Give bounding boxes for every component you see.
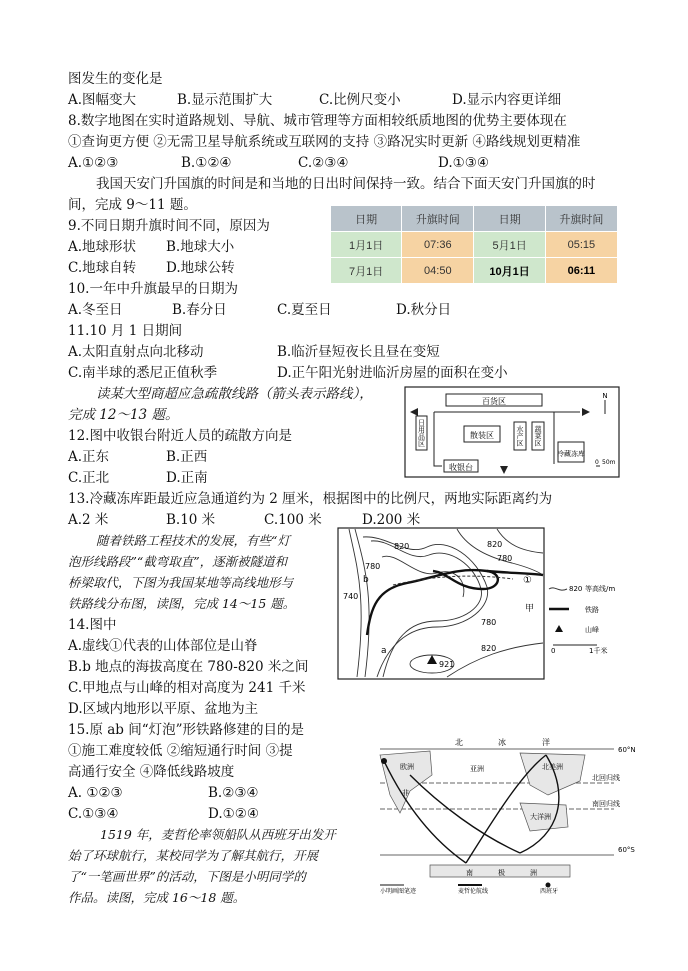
option-d: D.①③④	[438, 155, 489, 171]
table-cell: 1月1日	[331, 232, 402, 258]
question-13: 13.冷藏冻库距最近应急通道约为 2 厘米，根据图中的比例尺，两地实际距离约为	[68, 491, 553, 507]
intro-16-18-cont: 了“一笔画世界”的活动，下图是小明同学的	[68, 869, 306, 884]
option-c: C.南半球的悉尼正值秋季	[68, 365, 218, 381]
table-header: 升旗时间	[402, 206, 474, 232]
contour-railway-map	[337, 527, 643, 680]
ocean-label: 洋	[542, 738, 550, 747]
spain-label: 西班牙	[376, 741, 379, 742]
point-b-label: b	[363, 575, 369, 585]
continent-label: 南	[466, 869, 473, 877]
question-15-statements-cont: 高通行安全 ④降低线路坡度	[68, 764, 235, 780]
option-b: B.正西	[166, 449, 208, 465]
table-cell: 06:11	[545, 258, 617, 284]
option-c: C.正北	[68, 470, 110, 486]
intro-16-18-cont: 始了环球航行，某校同学为了解其航行，开展	[68, 848, 319, 863]
legend-text-1: 小明画图笔迹	[380, 888, 417, 895]
contour-label: 820	[487, 540, 503, 549]
option-c: C.夏至日	[277, 302, 332, 318]
continent-label: 大洋洲	[530, 813, 551, 821]
riyong-label: 日用品区	[417, 419, 426, 447]
option-a: A.太阳直射点向北移动	[68, 344, 204, 360]
north-label: N	[602, 392, 608, 400]
north-tropic-label: 北回归线	[592, 774, 620, 782]
option-c: C.地球自转	[68, 260, 137, 276]
option-a: A.图幅变大	[68, 92, 137, 108]
baihuo-label: 百货区	[482, 397, 506, 406]
intro-9-11: 我国天安门升国旗的时间是和当地的日出时间保持一致。结合下面天安门升国旗的时	[96, 176, 596, 192]
continent-label: 亚洲	[470, 765, 484, 773]
contour-label: 780	[365, 562, 381, 571]
flag-raising-table	[330, 205, 618, 284]
contour-label: 780	[497, 554, 513, 563]
contour-label: 740	[343, 592, 359, 601]
question-14: 14.图中	[68, 617, 117, 633]
intro-16-18-cont: 作品。读图，完成 16～18 题。	[68, 890, 246, 905]
option-c: C.100 米	[264, 512, 322, 528]
south-tropic-label: 南回归线	[592, 800, 620, 808]
intro-14-15-cont: 铁路线分布图，读图，完成 14～15 题。	[68, 596, 296, 611]
point-jia-label: 甲	[525, 604, 535, 614]
shouyin-label: 收银台	[449, 463, 473, 472]
continent-label: 极	[498, 869, 505, 877]
table-header: 日期	[331, 206, 402, 232]
option-d: D.秋分日	[396, 302, 452, 318]
option-d: D.地球公转	[166, 260, 235, 276]
table-cell: 5月1日	[474, 232, 545, 258]
question-10: 10.一年中升旗最早的日期为	[68, 281, 238, 297]
option-b: B.①②④	[181, 155, 232, 171]
scale-one-km: 1千米	[589, 647, 608, 655]
option-c: C.比例尺变小	[319, 92, 401, 108]
legend-rail-text: 铁路	[585, 606, 599, 614]
intro-14-15: 随着铁路工程技术的发展，有些“灯	[96, 533, 290, 548]
legend-peak-icon	[555, 625, 563, 632]
legend-contour-icon	[549, 588, 567, 590]
question-stem-line: 图发生的变化是	[68, 71, 163, 87]
option-b: B.临沂昼短夜长且昼在变短	[277, 344, 440, 360]
option-d: D.正南	[166, 470, 208, 486]
table-header: 日期	[474, 206, 545, 232]
lat-60n: 60°N	[618, 746, 636, 754]
continent-label: 非	[402, 789, 409, 797]
intro-12-13-cont: 完成 12～13 题。	[68, 407, 179, 423]
table-cell: 10月1日	[474, 258, 545, 284]
ocean-label: 北	[455, 738, 463, 747]
option-c: C.②③④	[298, 155, 349, 171]
lengcang-label: 冷藏冻库	[557, 450, 585, 458]
option-d: D.①②④	[208, 806, 259, 822]
option-b: B.春分日	[172, 302, 227, 318]
question-9: 9.不同日期升旗时间不同，原因为	[68, 218, 270, 234]
option-b: B.②③④	[208, 785, 259, 801]
scale-length: 50m	[602, 459, 616, 466]
option-a: A.2 米	[68, 512, 109, 528]
legend-peak-text: 山峰	[585, 626, 599, 634]
lat-60s: 60°S	[618, 846, 635, 854]
option-b: B.显示范围扩大	[177, 92, 273, 108]
question-8-statements: ①查询更方便 ②无需卫星导航系统或互联网的支持 ③路况实时更新 ④路线规划更精准	[68, 134, 581, 150]
option-c: C.甲地点与山峰的相对高度为 241 千米	[68, 680, 306, 696]
continent-label: 北美洲	[542, 763, 563, 771]
option-a: A.地球形状	[68, 239, 137, 255]
scale-zero: 0	[551, 647, 556, 655]
dashed-line-1-label: ①	[523, 575, 532, 586]
ocean-label: 冰	[498, 738, 506, 747]
continent-label: 洲	[530, 869, 537, 877]
contour-label: 820	[481, 644, 497, 653]
option-a: A.虚线①代表的山体部位是山脊	[68, 638, 258, 654]
shuichan-label: 水产区	[516, 425, 524, 447]
option-a: A.冬至日	[68, 302, 123, 318]
sanzhuang-label: 散装区	[470, 431, 494, 440]
question-15: 15.原 ab 间“灯泡”形铁路修建的目的是	[68, 722, 305, 738]
option-b: B.b 地点的海拔高度在 780-820 米之间	[68, 659, 309, 675]
option-a: A. ①②③	[68, 785, 123, 801]
legend-text-3: 西班牙	[540, 888, 559, 895]
contour-label: 820	[394, 542, 410, 551]
option-d: D.区域内地形以平原、盆地为主	[68, 701, 259, 717]
question-12: 12.图中收银台附近人员的疏散方向是	[68, 428, 292, 444]
magellan-world-map	[370, 735, 640, 895]
legend-text-2: 麦哲伦航线	[458, 888, 489, 895]
legend-spain-icon	[546, 883, 551, 888]
continent-label: 欧洲	[400, 763, 414, 771]
question-11: 11.10 月 1 日期间	[68, 323, 183, 339]
table-header: 升旗时间	[545, 206, 617, 232]
option-a: A.正东	[68, 449, 110, 465]
intro-14-15-cont: 桥梁取代，下图为我国某地等高线地形与	[68, 575, 294, 590]
table-cell: 07:36	[402, 232, 474, 258]
intro-16-18: 1519 年，麦哲伦率领船队从西班牙出发开	[100, 827, 336, 842]
mall-evacuation-map	[404, 386, 620, 478]
intro-12-13: 读某大型商超应急疏散线路（箭头表示路线），	[96, 386, 373, 402]
contour-label: 780	[481, 618, 497, 627]
table-cell: 7月1日	[331, 258, 402, 284]
peak-elevation: 921	[439, 660, 455, 669]
scale-zero: 0	[595, 459, 599, 466]
question-8: 8.数字地图在实时道路规划、导航、城市管理等方面相较纸质地图的优势主要体现在	[68, 113, 567, 129]
question-15-statements: ①施工难度较低 ②缩短通行时间 ③提	[68, 743, 293, 759]
shucai-label: 蔬菜区	[534, 425, 542, 447]
point-a-label: a	[381, 646, 387, 656]
legend-contour-number: 820	[569, 585, 583, 593]
option-c: C.①③④	[68, 806, 119, 822]
table-cell: 04:50	[402, 258, 474, 284]
option-d: D.正午阳光射进临沂房屋的面积在变小	[277, 365, 508, 381]
intro-9-11-cont: 间，完成 9～11 题。	[68, 197, 197, 213]
option-b: B.10 米	[166, 512, 216, 528]
option-a: A.①②③	[68, 155, 119, 171]
table-cell: 05:15	[545, 232, 617, 258]
option-b: B.地球大小	[166, 239, 235, 255]
legend-contour-text: 等高线/m	[585, 585, 616, 593]
intro-14-15-cont: 泡形线路段”“截弯取直”，逐渐被隧道和	[68, 554, 288, 569]
spain-point-icon	[381, 758, 387, 764]
option-d: D.200 米	[362, 512, 421, 528]
option-d: D.显示内容更详细	[452, 92, 562, 108]
